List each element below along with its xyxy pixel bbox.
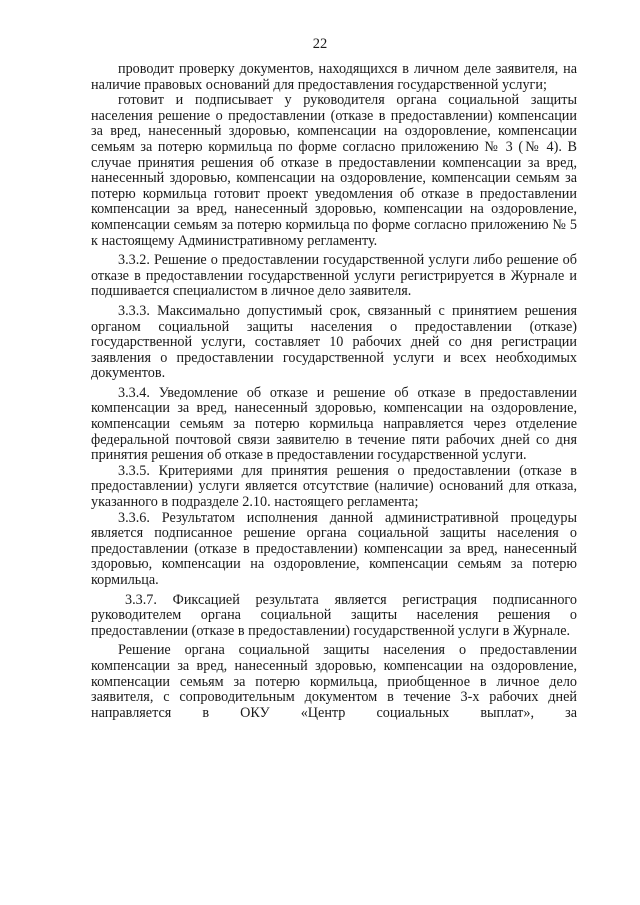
paragraph-3-3-7: 3.3.7. Фиксацией результата является регистрация подписанного руководителем органа социальной защиты населения решения о предоставлении (отказе в предоставлении) государственной услуги в Журнале. <box>91 591 577 639</box>
paragraph-3-3-4: 3.3.4. Уведомление об отказе и решение об отказе в предоставлении компенсации за вред, нанесенный здоровью, компенсации на оздоровление, компенсации семьям за потерю кормильца направляется через отделение федеральной почтовой связи заявителю в течение пяти рабочих дней со дня принятия решения об отказе в предоставлении государственной услуги. <box>91 384 577 464</box>
paragraph-decision-preparation: готовит и подписывает у руководителя органа социальной защиты населения решение о предоставлении (отказе в предоставлении) компенсации за вред, нанесенный здоровью, компенсации на оздоровление, компенсации семьям за потерю кормильца по форме согласно приложению № 3 (№ 4). В случае принятия решения об отказе в предоставлении компенсации за вред, нанесенный здоровью, компенсации на оздоровление, компенсации семьям за потерю кормильца готовит проект уведомления об отказе в предоставлении компенсации за вред, нанесенный здоровью, компенсации на оздоровление, компенсации семьям за потерю кормильца по форме согласно приложению № 5 к настоящему Административному регламенту. <box>91 92 577 249</box>
paragraph-3-3-5: 3.3.5. Критериями для принятия решения о предоставлении (отказе в предоставлении) услуги является отсутствие (наличие) оснований для отказа, указанного в подразделе 2.10. настоящего регламента; <box>91 462 577 511</box>
document-body <box>91 62 577 721</box>
paragraph-3-3-2: 3.3.2. Решение о предоставлении государственной услуги либо решение об отказе в предоставлении государственной услуги регистрируется в Журнале и подшивается специалистом в личное дело заявителя. <box>91 252 577 300</box>
paragraph-3-3-6: 3.3.6. Результатом исполнения данной административной процедуры является подписанное решение органа социальной защиты населения о предоставлении (отказе в предоставлении) компенсации за вред, нанесенный здоровью, компенсации на оздоровление, компенсации семьям за потерю кормильца. <box>91 509 577 588</box>
paragraph-decision-forwarding: Решение органа социальной защиты населения о предоставлении компенсации за вред, нанесенный здоровью, компенсации на оздоровление, компенсации семьям за потерю кормильца, приобщенное в личное дело заявителя, с сопроводительным документом в течение 3-х рабочих дней направляется в ОКУ «Центр социальных выплат», за <box>91 642 577 721</box>
paragraph-3-3-3: 3.3.3. Максимально допустимый срок, связанный с принятием решения органом социальной защиты населения о предоставлении (отказе) государственной услуги, составляет 10 рабочих дней со дня регистрации заявления о предоставлении государственной услуги и всех необходимых документов. <box>91 302 577 382</box>
page-number: 22 <box>312 36 328 52</box>
paragraph-document-check: проводит проверку документов, находящихся в личном деле заявителя, на наличие правовых оснований для предоставления государственной услуги; <box>91 61 577 93</box>
